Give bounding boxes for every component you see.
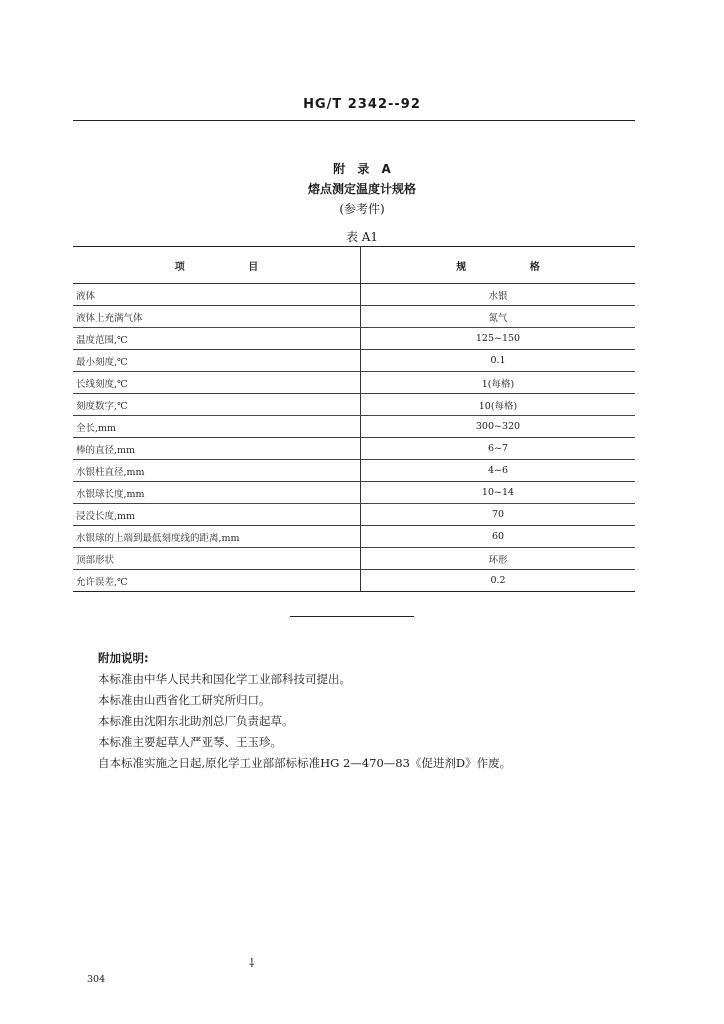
item-cell: 长线刻度,℃: [73, 372, 361, 394]
spec-table: [73, 246, 635, 592]
table-row: [73, 394, 635, 416]
table-row: [73, 482, 635, 504]
spec-cell: 70: [361, 504, 636, 526]
spec-cell: 4~6: [361, 460, 636, 482]
table-header-row: [73, 247, 635, 284]
item-cell: 温度范围,℃: [73, 328, 361, 350]
item-cell: 全长,mm: [73, 416, 361, 438]
page-number: 304: [87, 974, 106, 985]
notes-line: 本标准由中华人民共和国化学工业部科技司提出。: [98, 672, 351, 686]
item-cell: 液体: [73, 284, 361, 306]
spec-cell: 环形: [361, 548, 636, 570]
notes-heading: 附加说明:: [98, 651, 149, 665]
spec-cell: 125~150: [361, 328, 636, 350]
item-cell: 刻度数字,℃: [73, 394, 361, 416]
table-row: [73, 548, 635, 570]
item-cell: 浸没长度,mm: [73, 504, 361, 526]
section-divider: [290, 616, 414, 617]
notes-line: 本标准由沈阳东北助剂总厂负责起草。: [98, 714, 294, 728]
item-cell: 最小刻度,℃: [73, 350, 361, 372]
appendix-subtitle: 熔点测定温度计规格: [307, 182, 416, 196]
spec-cell: 10~14: [361, 482, 636, 504]
additional-notes: [98, 648, 511, 774]
table-row: [73, 526, 635, 548]
item-cell: 水银球的上端到最低刻度线的距离,mm: [73, 526, 361, 548]
column-header-item: 项 目: [73, 247, 361, 284]
spec-cell: 6~7: [361, 438, 636, 460]
spec-cell: 0.2: [361, 570, 636, 592]
item-cell: 棒的直径,mm: [73, 438, 361, 460]
table-row: [73, 438, 635, 460]
notes-line: 本标准主要起草人严亚琴、王玉珍。: [98, 735, 282, 749]
table-row: [73, 504, 635, 526]
table-row: [73, 372, 635, 394]
appendix-note: (参考件): [339, 202, 385, 216]
standard-number: HG/T 2342--92: [303, 97, 421, 112]
table-row: [73, 460, 635, 482]
item-cell: 允许误差,℃: [73, 570, 361, 592]
item-cell: 顶部形状: [73, 548, 361, 570]
table-caption: 表 A1: [345, 230, 379, 244]
column-header-spec: 规 格: [361, 247, 636, 284]
table-row: [73, 570, 635, 592]
table-row: [73, 416, 635, 438]
spec-cell: 300~320: [361, 416, 636, 438]
notes-line: 自本标准实施之日起,原化学工业部部标标准HG 2—470—83《促进剂D》作废。: [98, 756, 512, 770]
appendix-title: 附 录 A: [333, 162, 391, 176]
spec-cell: 1(每格): [361, 372, 636, 394]
spec-cell: 0.1: [361, 350, 636, 372]
header-rule: [73, 120, 635, 121]
item-cell: 水银柱直径,mm: [73, 460, 361, 482]
page-mark: ⸸: [249, 956, 255, 970]
item-cell: 液体上充满气体: [73, 306, 361, 328]
spec-cell: 氮气: [361, 306, 636, 328]
table-row: [73, 350, 635, 372]
notes-line: 本标准由山西省化工研究所归口。: [98, 693, 271, 707]
spec-cell: 60: [361, 526, 636, 548]
spec-cell: 10(每格): [361, 394, 636, 416]
table-row: [73, 328, 635, 350]
spec-cell: 水银: [361, 284, 636, 306]
table-row: [73, 284, 635, 306]
item-cell: 水银球长度,mm: [73, 482, 361, 504]
table-row: [73, 306, 635, 328]
